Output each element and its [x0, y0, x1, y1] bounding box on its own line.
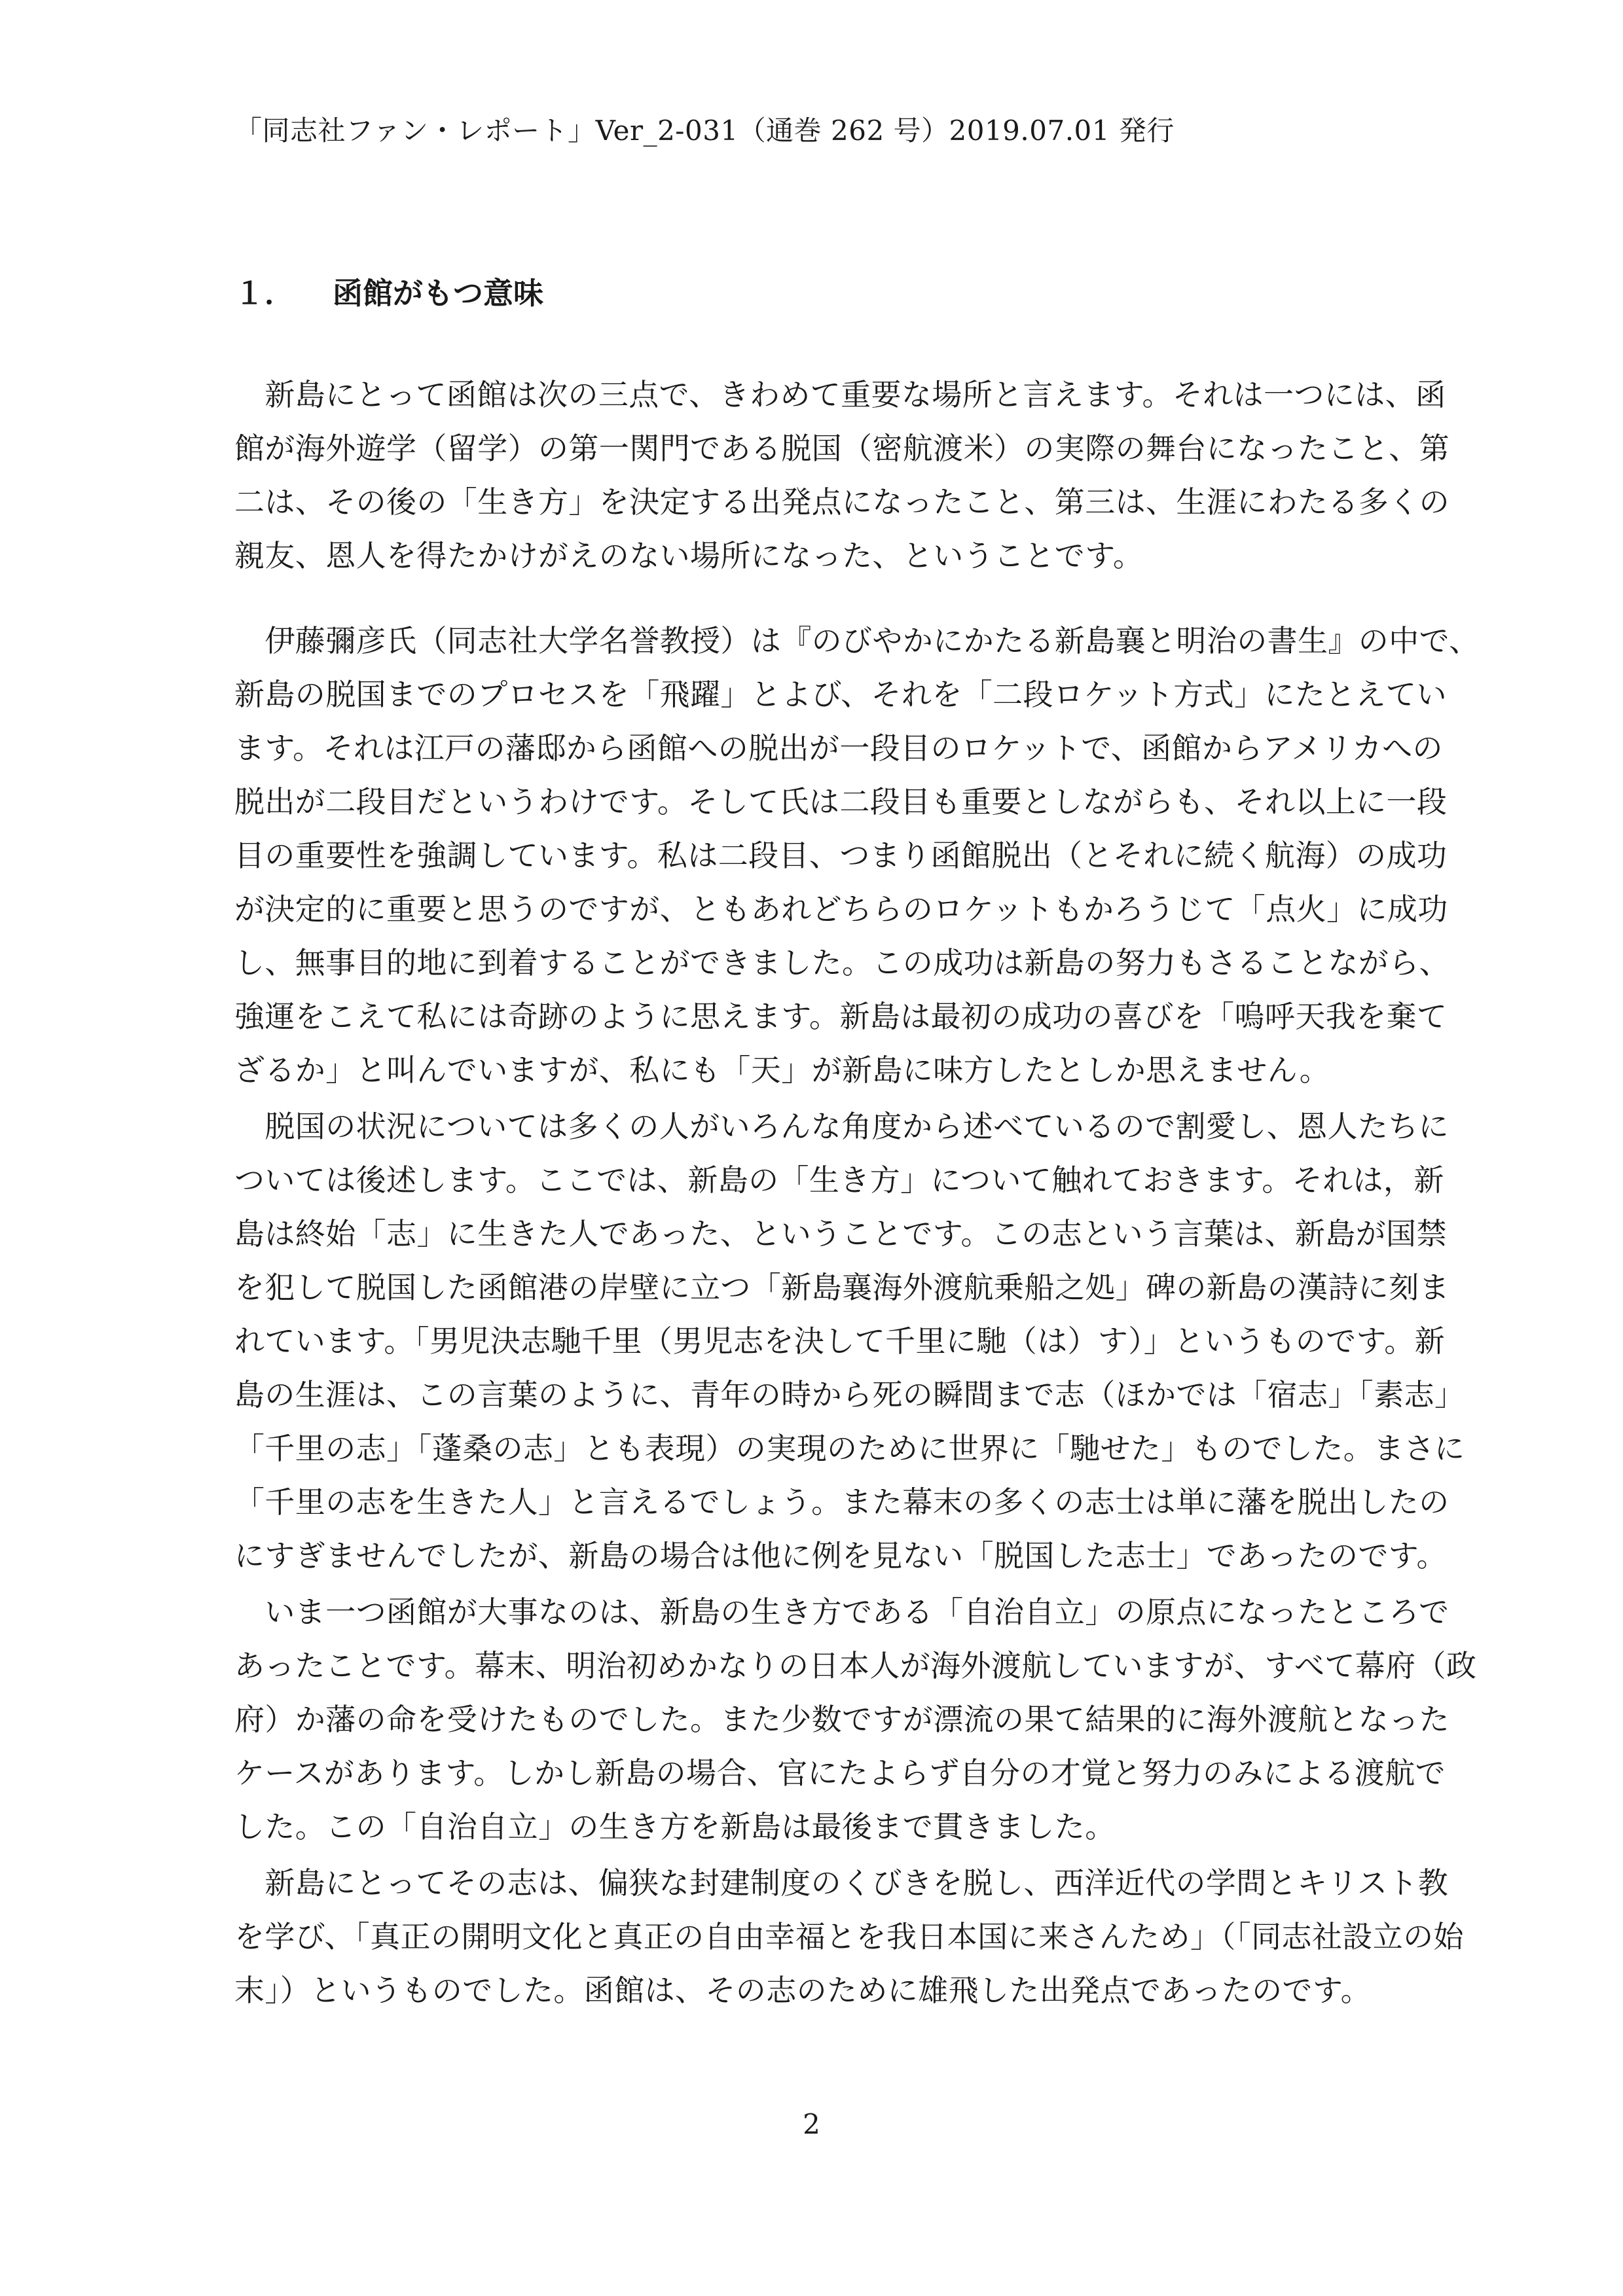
paragraph-4	[234, 1585, 1477, 1854]
paragraph-3	[234, 1100, 1465, 1583]
text-line: した。この「自治自立」の生き方を新島は最後まで貫きました。	[234, 1809, 1116, 1844]
text-line: 府）か藩の命を受けたものでした。また少数ですが漂流の果て結果的に海外渡航となった	[234, 1702, 1450, 1737]
text-line: が決定的に重要と思うのですが、ともあれどちらのロケットもかろうじて「点火」に成功	[234, 891, 1448, 927]
page-header: 「同志社ファン・レポート」Ver_2-031（通巻 262 号）2019.07.01 発行	[234, 115, 1175, 147]
text-line: 伊藤彌彦氏（同志社大学名誉教授）は『のびやかにかたる新島襄と明治の書生』の中で、	[234, 623, 1480, 658]
text-line: ざるか」と叫んでいますが、私にも「天」が新島に味方したとしか思えません。	[234, 1052, 1330, 1088]
text-line: 島の生涯は、この言葉のように、青年の時から死の瞬間まで志（ほかでは「宿志」「素志」	[234, 1377, 1465, 1412]
text-line: 「千里の志を生きた人」と言えるでしょう。また幕末の多くの志士は単に藩を脱出したの	[234, 1484, 1450, 1520]
text-line: いま一つ函館が大事なのは、新島の生き方である「自治自立」の原点になったところで	[234, 1594, 1450, 1630]
text-line: し、無事目的地に到着することができました。この成功は新島の努力もさることながら、	[234, 945, 1450, 980]
text-line: あったことです。幕末、明治初めかなりの日本人が海外渡航していますが、すべて幕府（政	[234, 1648, 1477, 1683]
text-line: にすぎませんでしたが、新島の場合は他に例を見ない「脱国した志士」であったのです。	[234, 1538, 1447, 1573]
text-line: を犯して脱国した函館港の岸壁に立つ「新島襄海外渡航乗船之処」碑の新島の漢詩に刻ま	[234, 1270, 1450, 1305]
page-number: 2	[803, 2108, 820, 2140]
text-line: ます。それは江戸の藩邸から函館への脱出が一段目のロケットで、函館からアメリカへの	[234, 730, 1443, 766]
section-number: １．	[234, 276, 295, 311]
text-line: 末」）というものでした。函館は、その志のために雄飛した出発点であったのです。	[234, 1973, 1372, 2008]
text-line: 脱国の状況については多くの人がいろんな角度から述べているので割愛し、恩人たちに	[234, 1109, 1450, 1144]
text-line: れています。「男児決志馳千里（男児志を決して千里に馳（は）す）」というものです。新	[234, 1323, 1446, 1359]
paragraph-5	[234, 1856, 1464, 2017]
text-line: を学び、「真正の開明文化と真正の自由幸福とを我日本国に来さんため」（「同志社設立の始	[234, 1919, 1464, 1954]
text-line: 新島にとってその志は、偏狭な封建制度のくびきを脱し、西洋近代の学問とキリスト教	[234, 1865, 1449, 1901]
paragraph-2	[234, 614, 1480, 1097]
text-line: ケースがあります。しかし新島の場合、官にたよらず自分の才覚と努力のみによる渡航で	[234, 1755, 1446, 1791]
text-line: 二は、その後の「生き方」を決定する出発点になったこと、第三は、生涯にわたる多くの	[234, 484, 1450, 520]
text-line: 島は終始「志」に生きた人であった、ということです。この志という言葉は、新島が国禁	[234, 1216, 1447, 1251]
text-line: ついては後述します。ここでは、新島の「生き方」について触れておきます。それは，新	[234, 1162, 1444, 1198]
text-line: 館が海外遊学（留学）の第一関門である脱国（密航渡米）の実際の舞台になったこと、第	[234, 431, 1450, 466]
text-line: 新島にとって函館は次の三点で、きわめて重要な場所と言えます。それは一つには、函	[234, 377, 1446, 412]
text-line: 「千里の志」「蓬桑の志」とも表現）の実現のために世界に「馳せた」ものでした。まさに	[234, 1431, 1465, 1466]
section-heading	[234, 272, 543, 314]
paragraph-1	[234, 368, 1450, 583]
text-line: 親友、恩人を得たかけがえのない場所になった、ということです。	[234, 538, 1144, 573]
section-title: 函館がもつ意味	[333, 276, 543, 311]
text-line: 目の重要性を強調しています。私は二段目、つまり函館脱出（とそれに続く航海）の成功	[234, 838, 1448, 873]
text-line: 脱出が二段目だというわけです。そして氏は二段目も重要としながらも、それ以上に一段	[234, 784, 1448, 819]
text-line: 新島の脱国までのプロセスを「飛躍」とよび、それを「二段ロケット方式」にたとえてい	[234, 677, 1447, 712]
text-line: 強運をこえて私には奇跡のように思えます。新島は最初の成功の喜びを「嗚呼天我を棄て	[234, 999, 1448, 1034]
